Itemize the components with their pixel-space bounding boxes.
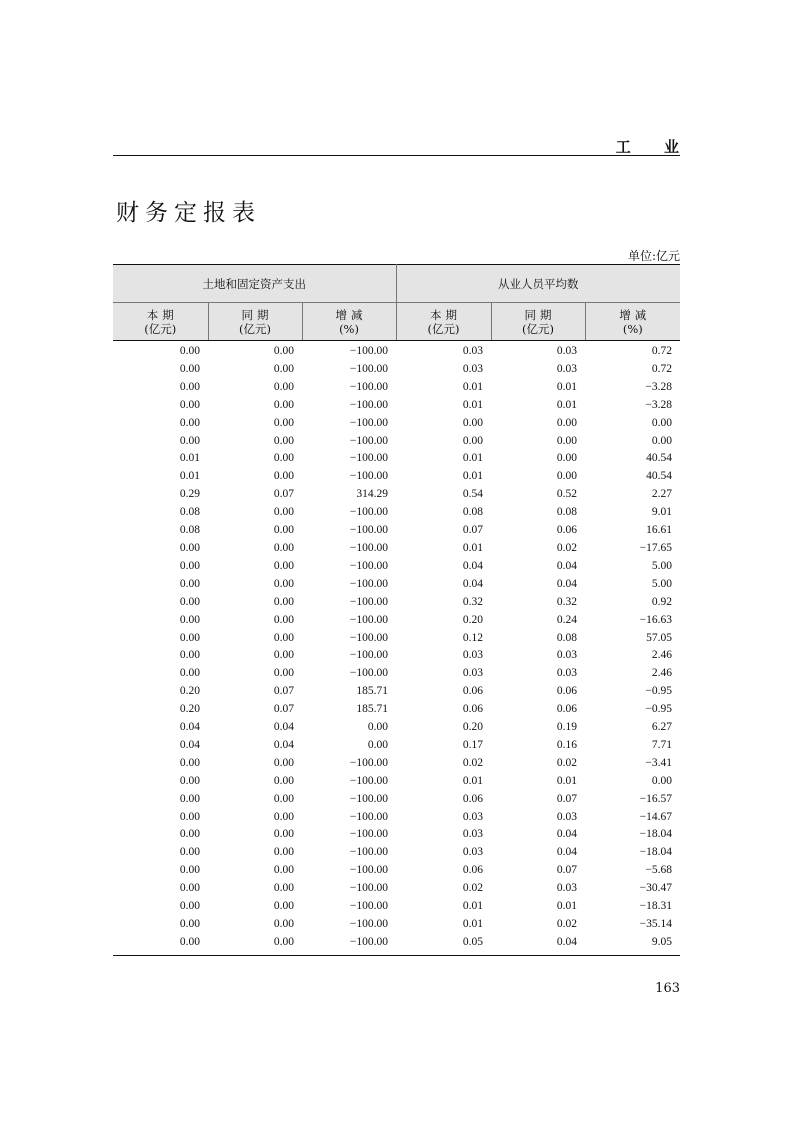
table-cell: 40.54 xyxy=(646,470,673,483)
table-row xyxy=(113,898,680,916)
table-cell: −16.63 xyxy=(639,613,673,626)
table-cell: 0.72 xyxy=(651,362,673,375)
table-row xyxy=(113,558,680,576)
table-cell: 0.02 xyxy=(556,756,578,769)
table-cell: 0.00 xyxy=(273,613,294,626)
column-header-title: 本期 xyxy=(146,307,178,322)
table-cell: 2.27 xyxy=(651,488,673,501)
table-cell: 0.04 xyxy=(179,721,200,734)
table-cell: 0.72 xyxy=(651,345,673,357)
table-cell: 0.00 xyxy=(273,792,294,805)
table-cell: 0.00 xyxy=(179,362,200,375)
table-cell: 0.06 xyxy=(556,703,578,716)
table-row xyxy=(113,665,680,683)
table-cell: 0.00 xyxy=(273,900,294,913)
table-row xyxy=(113,719,680,737)
table-cell: 0.32 xyxy=(462,595,484,608)
table-cell: 0.54 xyxy=(462,488,484,501)
table-cell: −100.00 xyxy=(349,667,389,680)
table-cell: 0.01 xyxy=(556,380,578,393)
table-row xyxy=(113,773,680,791)
unit-label: 单位:亿元 xyxy=(627,249,680,263)
column-header-unit: (亿元) xyxy=(144,321,177,336)
table-cell: 0.06 xyxy=(462,792,484,805)
table-cell: 0.01 xyxy=(462,398,484,411)
table-cell: 0.01 xyxy=(179,470,200,483)
table-cell: −100.00 xyxy=(349,631,389,644)
table-cell: 0.00 xyxy=(179,828,200,841)
table-cell: 0.01 xyxy=(556,900,578,913)
table-cell: 0.52 xyxy=(556,488,578,501)
table-cell: 2.46 xyxy=(651,649,673,662)
table-cell: 2.46 xyxy=(651,667,673,680)
table-cell: 0.00 xyxy=(273,935,294,948)
table-cell: −100.00 xyxy=(349,935,389,948)
table-cell: −0.95 xyxy=(645,703,673,716)
column-header-unit: (%) xyxy=(622,321,643,336)
table-row xyxy=(113,844,680,862)
table-cell: 0.03 xyxy=(462,828,484,841)
table-cell: 0.00 xyxy=(556,416,578,429)
table-cell: 0.00 xyxy=(179,541,200,554)
table-cell: 0.08 xyxy=(556,506,578,519)
table-cell: 0.00 xyxy=(179,595,200,608)
table-cell: −100.00 xyxy=(349,864,389,877)
table-cell: 0.00 xyxy=(273,416,294,429)
table-row xyxy=(113,576,680,594)
table-cell: 0.02 xyxy=(462,882,484,895)
table-cell: −0.95 xyxy=(645,685,673,698)
table-row xyxy=(113,916,680,934)
table-cell: −3.41 xyxy=(645,756,673,769)
table-cell: 0.24 xyxy=(556,613,578,626)
table-cell: 0.00 xyxy=(273,756,294,769)
table-cell: 0.03 xyxy=(556,345,578,357)
table-cell: −100.00 xyxy=(349,828,389,841)
table-cell: 0.00 xyxy=(273,524,294,537)
financial-table-container xyxy=(113,264,680,956)
table-cell: −3.28 xyxy=(645,380,673,393)
table-cell: 0.01 xyxy=(462,380,484,393)
column-header xyxy=(302,303,396,341)
table-cell: 0.00 xyxy=(179,918,200,930)
column-header xyxy=(113,303,208,341)
table-cell: 0.01 xyxy=(179,452,200,465)
table-cell: 0.00 xyxy=(651,434,673,447)
table-cell: 0.00 xyxy=(179,667,200,680)
table-cell: 0.00 xyxy=(273,506,294,519)
table-cell: −100.00 xyxy=(349,595,389,608)
table-row xyxy=(113,737,680,755)
table-cell: 0.02 xyxy=(556,541,578,554)
header-rule xyxy=(113,155,680,156)
table-cell: −100.00 xyxy=(349,900,389,913)
table-cell: 0.20 xyxy=(462,613,484,626)
table-cell: 0.32 xyxy=(556,595,578,608)
table-cell: 0.29 xyxy=(179,488,200,501)
table-cell: 0.04 xyxy=(273,721,294,734)
table-cell: 0.92 xyxy=(651,595,673,608)
table-cell: 0.00 xyxy=(179,774,200,787)
table-cell: 0.03 xyxy=(462,345,484,357)
table-cell: 0.04 xyxy=(556,828,578,841)
table-cell: 0.16 xyxy=(556,738,578,751)
table-cell: −100.00 xyxy=(349,434,389,447)
table-row xyxy=(113,612,680,630)
table-cell: 40.54 xyxy=(646,452,673,465)
table-cell: 0.06 xyxy=(556,685,578,698)
table-cell: 0.00 xyxy=(179,649,200,662)
table-cell: 185.71 xyxy=(356,703,389,716)
column-header-unit: (亿元) xyxy=(522,321,555,336)
table-cell: 0.08 xyxy=(462,506,484,519)
table-cell: −100.00 xyxy=(349,792,389,805)
table-row xyxy=(113,880,680,898)
column-header-title: 同期 xyxy=(241,307,273,322)
table-cell: 0.00 xyxy=(273,434,294,447)
table-cell: −100.00 xyxy=(349,380,389,393)
table-cell: −18.31 xyxy=(639,900,673,913)
table-cell: 5.00 xyxy=(651,577,673,590)
table-cell: 0.00 xyxy=(179,559,200,572)
table-cell: 0.02 xyxy=(462,756,484,769)
table-cell: 0.20 xyxy=(179,703,200,716)
table-cell: 0.00 xyxy=(179,631,200,644)
table-cell: 0.00 xyxy=(179,434,200,447)
table-cell: 0.01 xyxy=(462,470,484,483)
table-cell: 0.00 xyxy=(273,595,294,608)
table-cell: 0.04 xyxy=(556,935,578,948)
table-cell: −100.00 xyxy=(349,506,389,519)
table-cell: 0.07 xyxy=(273,685,294,698)
table-cell: −100.00 xyxy=(349,452,389,465)
column-header-unit: (%) xyxy=(339,321,359,336)
table-row xyxy=(113,468,680,486)
table-row xyxy=(113,826,680,844)
table-cell: 0.00 xyxy=(556,434,578,447)
page-title: 财务定报表 xyxy=(116,200,261,226)
table-cell: 0.01 xyxy=(462,541,484,554)
table-cell: −100.00 xyxy=(349,882,389,895)
table-cell: 0.00 xyxy=(179,882,200,895)
table-row xyxy=(113,862,680,880)
table-cell: 0.00 xyxy=(462,416,484,429)
table-row xyxy=(113,791,680,809)
table-row xyxy=(113,934,680,952)
table-cell: 0.00 xyxy=(273,345,294,357)
table-row xyxy=(113,683,680,701)
table-cell: 0.00 xyxy=(179,900,200,913)
table-row xyxy=(113,433,680,451)
table-cell: 0.00 xyxy=(273,828,294,841)
table-cell: 0.00 xyxy=(651,774,673,787)
table-cell: 0.00 xyxy=(273,631,294,644)
table-cell: 9.01 xyxy=(651,506,673,519)
table-cell: 0.06 xyxy=(462,864,484,877)
table-cell: 185.71 xyxy=(356,685,389,698)
table-cell: −100.00 xyxy=(349,541,389,554)
table-cell: 0.01 xyxy=(462,452,484,465)
table-cell: 0.03 xyxy=(462,362,484,375)
table-cell: 0.00 xyxy=(273,559,294,572)
table-cell: 0.05 xyxy=(462,935,484,948)
table-cell: −14.67 xyxy=(639,810,673,823)
table-cell: 0.06 xyxy=(556,524,578,537)
table-cell: 0.00 xyxy=(273,918,294,930)
table-cell: −18.04 xyxy=(639,828,673,841)
table-cell: 0.08 xyxy=(179,506,200,519)
group-header-land-fixed-assets: 土地和固定资产支出 xyxy=(113,265,396,303)
table-cell: 5.00 xyxy=(651,559,673,572)
table-cell: 6.27 xyxy=(651,721,673,734)
table-cell: 0.04 xyxy=(556,577,578,590)
column-header xyxy=(208,303,302,341)
table-cell: 0.01 xyxy=(462,918,484,930)
table-row xyxy=(113,809,680,827)
table-cell: 0.00 xyxy=(556,470,578,483)
table-cell: 0.00 xyxy=(179,792,200,805)
column-header xyxy=(396,303,491,341)
table-cell: 0.00 xyxy=(273,846,294,859)
table-cell: 0.03 xyxy=(556,362,578,375)
page-number: 163 xyxy=(655,981,680,996)
table-cell: −100.00 xyxy=(349,470,389,483)
table-cell: 0.07 xyxy=(273,488,294,501)
table-cell: 0.20 xyxy=(462,721,484,734)
table-row xyxy=(113,504,680,522)
table-cell: 0.03 xyxy=(556,649,578,662)
table-cell: 0.06 xyxy=(462,685,484,698)
table-row xyxy=(113,341,680,361)
table-row xyxy=(113,361,680,379)
table-cell: −100.00 xyxy=(349,649,389,662)
table-row xyxy=(113,415,680,433)
table-cell: 0.07 xyxy=(273,703,294,716)
column-header-unit: (亿元) xyxy=(427,321,460,336)
table-cell: 0.03 xyxy=(462,649,484,662)
table-cell: 0.04 xyxy=(556,846,578,859)
table-row xyxy=(113,755,680,773)
table-cell: −30.47 xyxy=(639,882,673,895)
table-cell: 0.00 xyxy=(273,882,294,895)
table-cell: 0.00 xyxy=(179,398,200,411)
table-cell: −16.57 xyxy=(639,792,673,805)
table-cell: 0.03 xyxy=(462,667,484,680)
table-cell: −3.28 xyxy=(645,398,673,411)
table-cell: 0.00 xyxy=(179,846,200,859)
table-cell: 57.05 xyxy=(646,631,673,644)
table-cell: 0.00 xyxy=(556,452,578,465)
table-cell: 0.00 xyxy=(273,541,294,554)
table-cell: 0.02 xyxy=(556,918,578,930)
table-cell: −100.00 xyxy=(349,577,389,590)
table-cell: 0.00 xyxy=(179,810,200,823)
section-label: 工 业 xyxy=(615,138,693,156)
header-column-row xyxy=(113,303,680,341)
table-cell: 0.20 xyxy=(179,685,200,698)
table-cell: 0.04 xyxy=(179,738,200,751)
table-cell: 0.00 xyxy=(273,774,294,787)
table-cell: 0.07 xyxy=(556,864,578,877)
table-cell: 0.03 xyxy=(556,810,578,823)
column-header-title: 同期 xyxy=(524,307,556,322)
group-header-employees: 从业人员平均数 xyxy=(396,265,680,303)
table-cell: 0.00 xyxy=(273,667,294,680)
table-cell: −100.00 xyxy=(349,918,389,930)
table-cell: 9.05 xyxy=(651,935,673,948)
table-bottom-rule xyxy=(113,955,680,956)
table-cell: 16.61 xyxy=(646,524,673,537)
column-header-title: 增减 xyxy=(619,307,651,322)
table-row xyxy=(113,486,680,504)
table-cell: 0.00 xyxy=(179,345,200,357)
table-cell: 0.04 xyxy=(462,559,484,572)
column-header xyxy=(585,303,680,341)
table-cell: 0.19 xyxy=(556,721,578,734)
table-cell: 0.08 xyxy=(556,631,578,644)
table-cell: 0.00 xyxy=(273,810,294,823)
table-cell: −5.68 xyxy=(645,864,673,877)
table-cell: −100.00 xyxy=(349,846,389,859)
table-cell: 0.00 xyxy=(179,613,200,626)
header-group-row xyxy=(113,265,680,303)
column-header-unit: (亿元) xyxy=(239,321,271,336)
table-row xyxy=(113,594,680,612)
table-row xyxy=(113,379,680,397)
table-cell: 0.00 xyxy=(273,577,294,590)
table-row xyxy=(113,630,680,648)
table-row xyxy=(113,397,680,415)
table-cell: 7.71 xyxy=(651,738,673,751)
table-cell: 0.03 xyxy=(462,846,484,859)
table-cell: 0.06 xyxy=(462,703,484,716)
table-cell: 0.07 xyxy=(462,524,484,537)
table-cell: 0.00 xyxy=(273,380,294,393)
table-cell: 0.12 xyxy=(462,631,484,644)
table-cell: 0.03 xyxy=(556,882,578,895)
column-header-title: 增减 xyxy=(335,307,367,322)
table-cell: 0.04 xyxy=(273,738,294,751)
table-cell: 0.00 xyxy=(273,398,294,411)
table-cell: 0.00 xyxy=(179,935,200,948)
table-cell: 0.00 xyxy=(651,416,673,429)
table-cell: 0.00 xyxy=(179,416,200,429)
table-cell: 0.00 xyxy=(273,470,294,483)
table-cell: 0.03 xyxy=(556,667,578,680)
table-cell: −100.00 xyxy=(349,362,389,375)
financial-table xyxy=(113,264,680,952)
table-header xyxy=(113,265,680,341)
table-cell: 0.01 xyxy=(462,774,484,787)
table-cell: 0.00 xyxy=(273,864,294,877)
table-cell: 0.01 xyxy=(556,774,578,787)
table-cell: 0.04 xyxy=(556,559,578,572)
table-cell: −17.65 xyxy=(639,541,673,554)
column-header xyxy=(491,303,585,341)
table-cell: −35.14 xyxy=(639,918,673,930)
table-cell: 0.00 xyxy=(367,738,389,751)
table-cell: 0.00 xyxy=(273,362,294,375)
table-row xyxy=(113,701,680,719)
table-cell: −100.00 xyxy=(349,810,389,823)
table-cell: −18.04 xyxy=(639,846,673,859)
table-cell: 0.00 xyxy=(179,577,200,590)
table-cell: 0.04 xyxy=(462,577,484,590)
table-cell: −100.00 xyxy=(349,524,389,537)
table-cell: −100.00 xyxy=(349,756,389,769)
table-cell: −100.00 xyxy=(349,774,389,787)
table-cell: 0.00 xyxy=(179,756,200,769)
table-row xyxy=(113,522,680,540)
column-header-title: 本期 xyxy=(430,307,462,322)
table-cell: 0.01 xyxy=(556,398,578,411)
table-cell: −100.00 xyxy=(349,416,389,429)
table-cell: 0.00 xyxy=(273,452,294,465)
table-cell: 0.07 xyxy=(556,792,578,805)
table-cell: −100.00 xyxy=(349,345,389,357)
table-cell: 0.08 xyxy=(179,524,200,537)
table-cell: 0.17 xyxy=(462,738,484,751)
table-body xyxy=(113,341,680,952)
table-cell: 314.29 xyxy=(356,488,389,501)
table-cell: 0.00 xyxy=(273,649,294,662)
table-cell: −100.00 xyxy=(349,559,389,572)
table-row xyxy=(113,450,680,468)
table-row xyxy=(113,647,680,665)
table-cell: 0.00 xyxy=(367,721,389,734)
table-row xyxy=(113,540,680,558)
table-cell: 0.03 xyxy=(462,810,484,823)
table-cell: 0.00 xyxy=(179,864,200,877)
table-cell: 0.00 xyxy=(179,380,200,393)
table-cell: −100.00 xyxy=(349,613,389,626)
table-cell: 0.00 xyxy=(462,434,484,447)
table-cell: 0.01 xyxy=(462,900,484,913)
table-cell: −100.00 xyxy=(349,398,389,411)
